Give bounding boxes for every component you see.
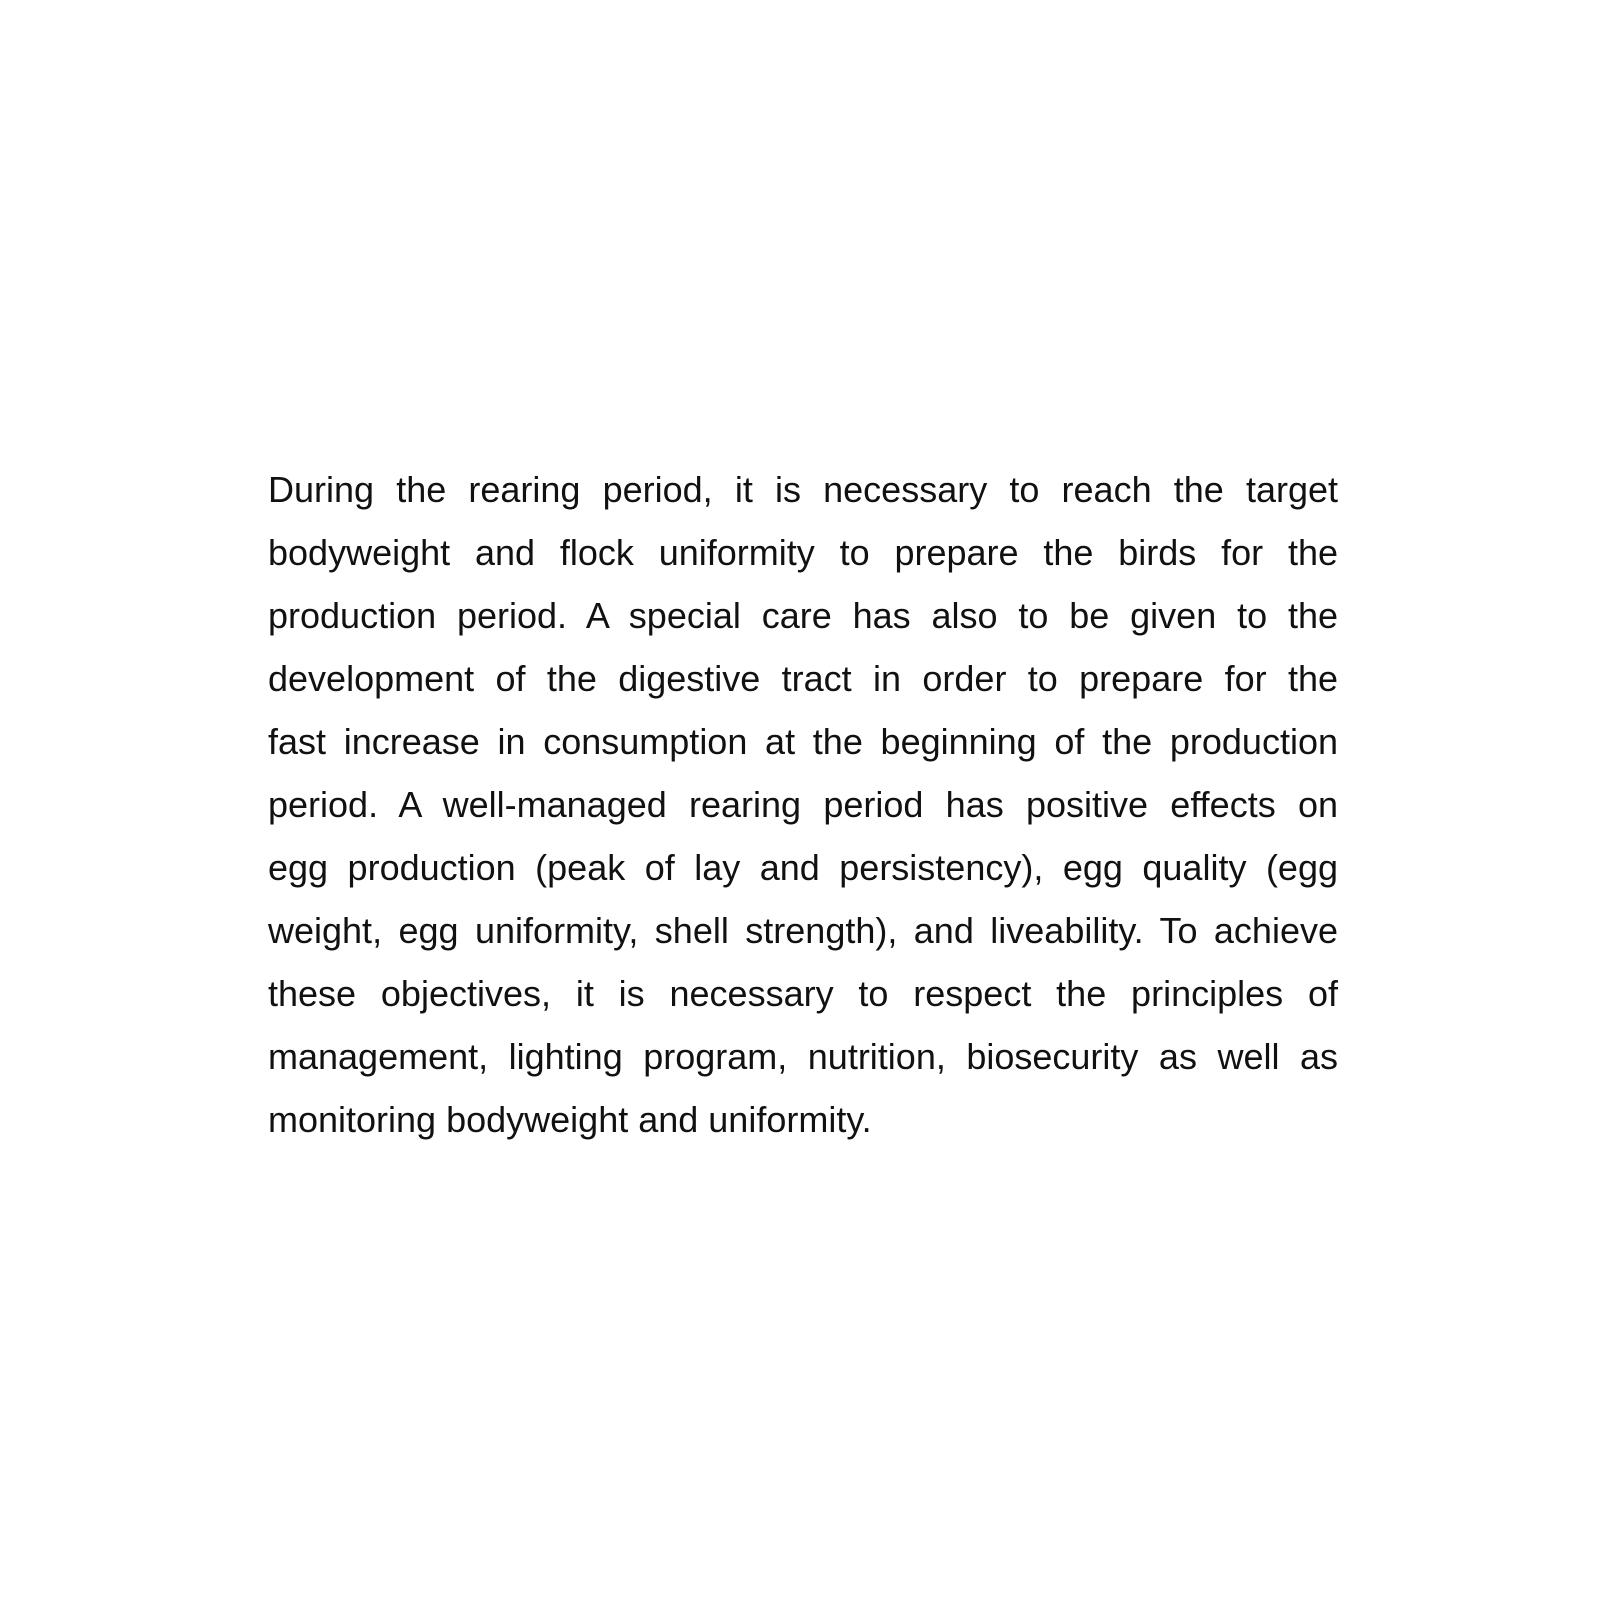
paragraph-line: During the rearing period, it is necessary to reach the target (268, 469, 1338, 510)
paragraph-line: development of the digestive tract in order to prepare for the (268, 658, 1338, 699)
paragraph-line: production period. A special care has also to be given to the (268, 595, 1338, 636)
paragraph-line: management, lighting program, nutrition, biosecurity as well as (268, 1036, 1338, 1077)
body-paragraph (268, 458, 1338, 1151)
paragraph-line: period. A well-managed rearing period has positive effects on (268, 784, 1338, 825)
paragraph-line: egg production (peak of lay and persistency), egg quality (egg (268, 847, 1338, 888)
paragraph-line: these objectives, it is necessary to respect the principles of (268, 973, 1338, 1014)
paragraph-line: monitoring bodyweight and uniformity. (268, 1099, 872, 1140)
paragraph-line: weight, egg uniformity, shell strength), and liveability. To achieve (268, 910, 1338, 951)
paragraph-line: bodyweight and flock uniformity to prepare the birds for the (268, 532, 1338, 573)
paragraph-line: fast increase in consumption at the beginning of the production (268, 721, 1338, 762)
